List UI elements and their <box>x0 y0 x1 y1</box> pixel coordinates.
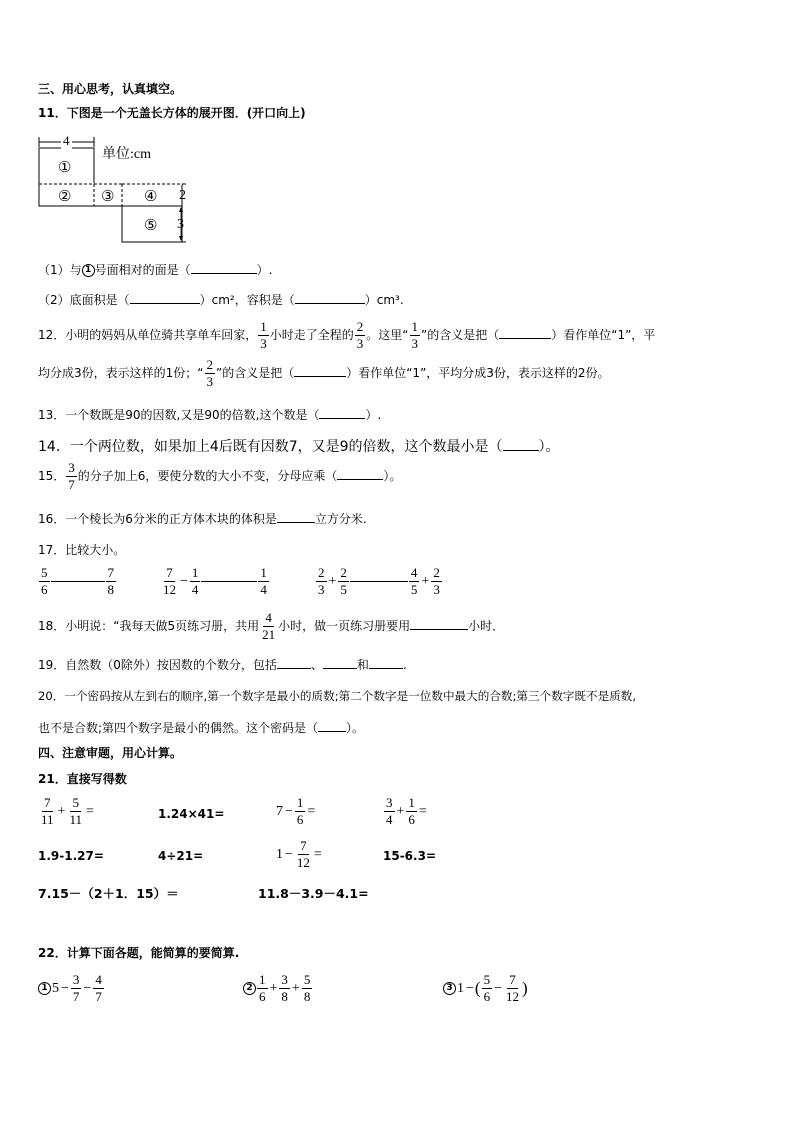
fraction: $\frac{2}{3}$ <box>356 319 364 351</box>
q22-title: 22．计算下面各题，能简算的要简算. <box>38 946 240 960</box>
face-5-label: ⑤ <box>144 218 158 234</box>
q17-expr-1: $\frac{5}{6}$ $\frac{7}{8}$ <box>41 565 114 597</box>
dim-label-2: 2 <box>179 188 186 203</box>
q22-expr-2: 2 $\frac{1}{6}$ + $\frac{3}{8}$ + $\frac{5}{8}$ <box>243 973 313 1004</box>
q21-expr-9: 7.15－（2＋1．15）＝ <box>38 886 179 901</box>
q21-expr-10: 11.8－3.9－4.1= <box>258 886 369 901</box>
q22-expr-3: 3 1 −( $\frac{5}{6}$ − $\frac{7}{12}$ ) <box>443 973 528 1004</box>
face-1-label: ① <box>58 160 72 176</box>
fraction: $\frac{2}{3}$ <box>206 357 213 389</box>
q18-answer-blank[interactable] <box>410 629 468 630</box>
q22-expr-1: 1 5 − $\frac{3}{7}$ − $\frac{4}{7}$ <box>38 973 105 1004</box>
q15: 15． $\frac{3}{7}$ 的分子加上6，要使分数的大小不变，分母应乘（ ）。 <box>38 460 402 492</box>
q11-answer-blank-3[interactable] <box>295 303 365 304</box>
fraction: $\frac{4}{21}$ <box>262 610 276 642</box>
q21-expr-3: 7 − $\frac{1}{6}$ = <box>276 795 316 827</box>
q12-answer-blank-2[interactable] <box>294 376 346 377</box>
q12-answer-blank-1[interactable] <box>499 338 551 339</box>
circled-2: 2 <box>243 982 256 995</box>
q14: 14．一个两位数，如果加上4后既有因数7，又是9的倍数，这个数最小是（ ）。 <box>38 439 560 455</box>
q20-line1: 20．一个密码按从左到右的顺序,第一个数字是最小的质数;第二个数字是一位数中最大的合数;第三个数字既不是质数, <box>38 689 637 703</box>
q12-line1: 12．小明的妈妈从单位骑共享单车回家， $\frac{1}{3}$ 小时走了全程的 $\frac{2}{3}$ 。这里“ $\frac{1}{3}$ ”的含义是把（ ）看作单位“1”，平 <box>38 319 656 351</box>
q15-answer-blank[interactable] <box>337 479 383 480</box>
fraction: $\frac{1}{3}$ <box>260 319 267 351</box>
q21-expr-4: $\frac{3}{4}$ + $\frac{1}{6}$ = <box>386 795 427 827</box>
q11-part1: （1）与 1 号面相对的面是（ ）. <box>38 263 273 277</box>
q13: 13．一个数既是90的因数,又是90的倍数,这个数是（ ）. <box>38 408 382 422</box>
q21-title: 21．直接写得数 <box>38 772 127 786</box>
q11-answer-blank-1[interactable] <box>191 273 257 274</box>
q17-expr-2: $\frac{7}{12}$ − $\frac{1}{4}$ $\frac{1}{4}$ <box>163 565 267 597</box>
q19: 19．自然数（0除外）按因数的个数分，包括 、 和 . <box>38 658 407 672</box>
q11-title: 11．下图是一个无盖长方体的展开图．(开口向上) <box>38 106 306 120</box>
fraction: $\frac{3}{7}$ <box>68 460 75 492</box>
q19-answer-blank-2[interactable] <box>323 668 357 669</box>
q21-expr-5: 1.9-1.27= <box>38 849 104 863</box>
q20-answer-blank[interactable] <box>318 731 346 732</box>
q16-answer-blank[interactable] <box>277 522 315 523</box>
q19-answer-blank-3[interactable] <box>369 668 403 669</box>
circled-1: 1 <box>82 264 95 277</box>
q11-answer-blank-2[interactable] <box>130 303 200 304</box>
q18: 18．小明说：“我每天做5页练习册，共用 $\frac{4}{21}$ 小时，做一页练习册要用 小时． <box>38 610 505 642</box>
q17-title: 17．比较大小。 <box>38 543 126 557</box>
q17-compare-blank-2[interactable] <box>201 581 257 582</box>
q21-expr-2: 1.24×41= <box>158 807 225 821</box>
q17-compare-blank-3[interactable] <box>350 581 408 582</box>
q17-expr-3: $\frac{2}{3}$ + $\frac{2}{5}$ $\frac{4}{5}$ + $\frac{2}{3}$ <box>318 565 440 597</box>
q19-answer-blank-1[interactable] <box>277 668 311 669</box>
dim-label-3: 3 <box>177 217 184 232</box>
q20-line2: 也不是合数;第四个数字是最小的偶然。这个密码是（ ）。 <box>38 721 365 735</box>
q16: 16．一个棱长为6分米的正方体木块的体积是 立方分米. <box>38 512 367 526</box>
q21-expr-8: 15-6.3= <box>383 849 436 863</box>
face-2-label: ② <box>58 189 72 205</box>
q21-expr-6: 4÷21= <box>158 849 204 863</box>
q11-part2: （2）底面积是（ ）cm²，容积是（ ）cm³. <box>38 293 404 307</box>
face-4-label: ④ <box>144 189 158 205</box>
q21-expr-7: 1 − $\frac{7}{12}$ = <box>276 838 322 870</box>
q21-expr-1: $\frac{7}{11}$ + $\frac{5}{11}$ = <box>41 795 94 827</box>
circled-1: 1 <box>38 982 51 995</box>
unit-label: 单位:cm <box>102 147 151 162</box>
dim-label-4: 4 <box>63 133 70 148</box>
section-4-heading: 四、注意审题，用心计算。 <box>38 746 183 760</box>
section-3-heading: 三、用心思考，认真填空。 <box>38 82 183 96</box>
circled-3: 3 <box>443 982 456 995</box>
face-3-label: ③ <box>101 189 115 205</box>
q13-answer-blank[interactable] <box>319 418 365 419</box>
q14-answer-blank[interactable] <box>503 450 539 451</box>
q12-line2: 均分成3份，表示这样的1份；“ $\frac{2}{3}$ ”的含义是把（ ）看作单位“1”，平均分成3份，表示这样的2份。 <box>38 357 610 389</box>
fraction: $\frac{1}{3}$ <box>411 319 419 351</box>
q17-compare-blank-1[interactable] <box>51 581 105 582</box>
